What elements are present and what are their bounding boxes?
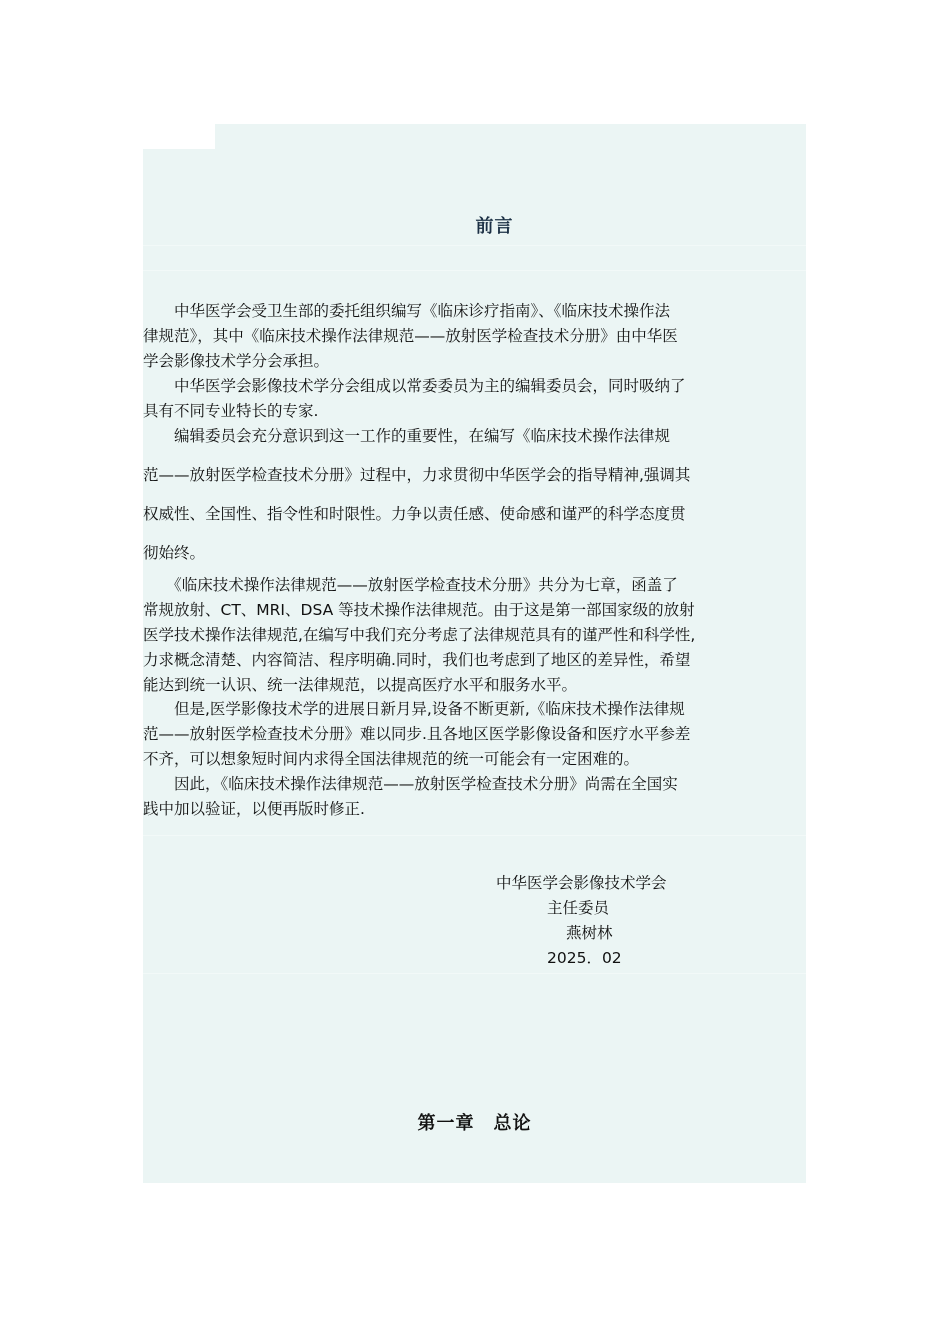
paragraph-conclusion [143, 772, 809, 822]
paragraph-line: 彻始终。 [143, 544, 206, 562]
divider [143, 835, 806, 836]
paragraph-commission [143, 299, 809, 374]
paragraph-line: 编辑委员会充分意识到这一工作的重要性，在编写《临床技术操作法律规 [143, 427, 671, 445]
paragraph-line: 《临床技术操作法律规范——放射医学检查技术分册》共分为七章，函盖了 [143, 576, 678, 594]
paragraph-line: 范——放射医学检查技术分册》难以同步.且各地区医学影像设备和医疗水平参差 [143, 725, 691, 743]
signature-name: 燕树林 [566, 924, 613, 942]
paragraph-importance [143, 417, 809, 573]
paragraph-challenges [143, 697, 809, 772]
paragraph-line: 范——放射医学检查技术分册》过程中，力求贯彻中华医学会的指导精神,强调其 [143, 466, 691, 484]
paragraph-line: 力求概念清楚、内容简洁、程序明确.同时，我们也考虑到了地区的差异性，希望 [143, 651, 691, 669]
preface-title: 前言 [475, 216, 514, 237]
paragraph-line: 中华医学会影像技术学分会组成以常委委员为主的编辑委员会，同时吸纳了 [143, 377, 686, 395]
divider [143, 245, 806, 246]
paragraph-line: 不齐，可以想象短时间内求得全国法律规范的统一可能会有一定困难的。 [143, 750, 640, 768]
paragraph-line: 能达到统一认识、统一法律规范，以提高医疗水平和服务水平。 [143, 676, 578, 694]
signature-date: 2025．02 [547, 949, 622, 967]
signature-role: 主任委员 [547, 899, 610, 917]
page-corner-cutout [143, 124, 215, 149]
paragraph-line: 常规放射、CT、MRI、DSA 等技术操作法律规范。由于这是第一部国家级的放射 [143, 601, 695, 619]
paragraph-line: 中华医学会受卫生部的委托组织编写《临床诊疗指南》、《临床技术操作法 [143, 302, 671, 320]
paragraph-line: 学会影像技术学分会承担。 [143, 352, 330, 370]
paragraph-line: 因此，《临床技术操作法律规范——放射医学检查技术分册》尚需在全国实 [143, 775, 678, 793]
paragraph-scope [143, 573, 809, 698]
paragraph-line: 权威性、全国性、指令性和时限性。力争以责任感、使命感和谨严的科学态度贯 [143, 505, 686, 523]
signature-organization: 中华医学会影像技术学会 [496, 874, 667, 892]
divider [143, 973, 806, 974]
paragraph-line: 律规范》，其中《临床技术操作法律规范——放射医学检查技术分册》由中华医 [143, 327, 678, 345]
chapter-title: 第一章 总论 [417, 1113, 532, 1134]
paragraph-line: 医学技术操作法律规范,在编写中我们充分考虑了法律规范具有的谨严性和科学性, [143, 626, 696, 644]
paragraph-line: 但是,医学影像技术学的进展日新月异,设备不断更新,《临床技术操作法律规 [143, 700, 685, 718]
paragraph-line: 践中加以验证，以便再版时修正. [143, 800, 365, 818]
paragraph-line: 具有不同专业特长的专家. [143, 402, 319, 420]
divider [143, 270, 806, 271]
